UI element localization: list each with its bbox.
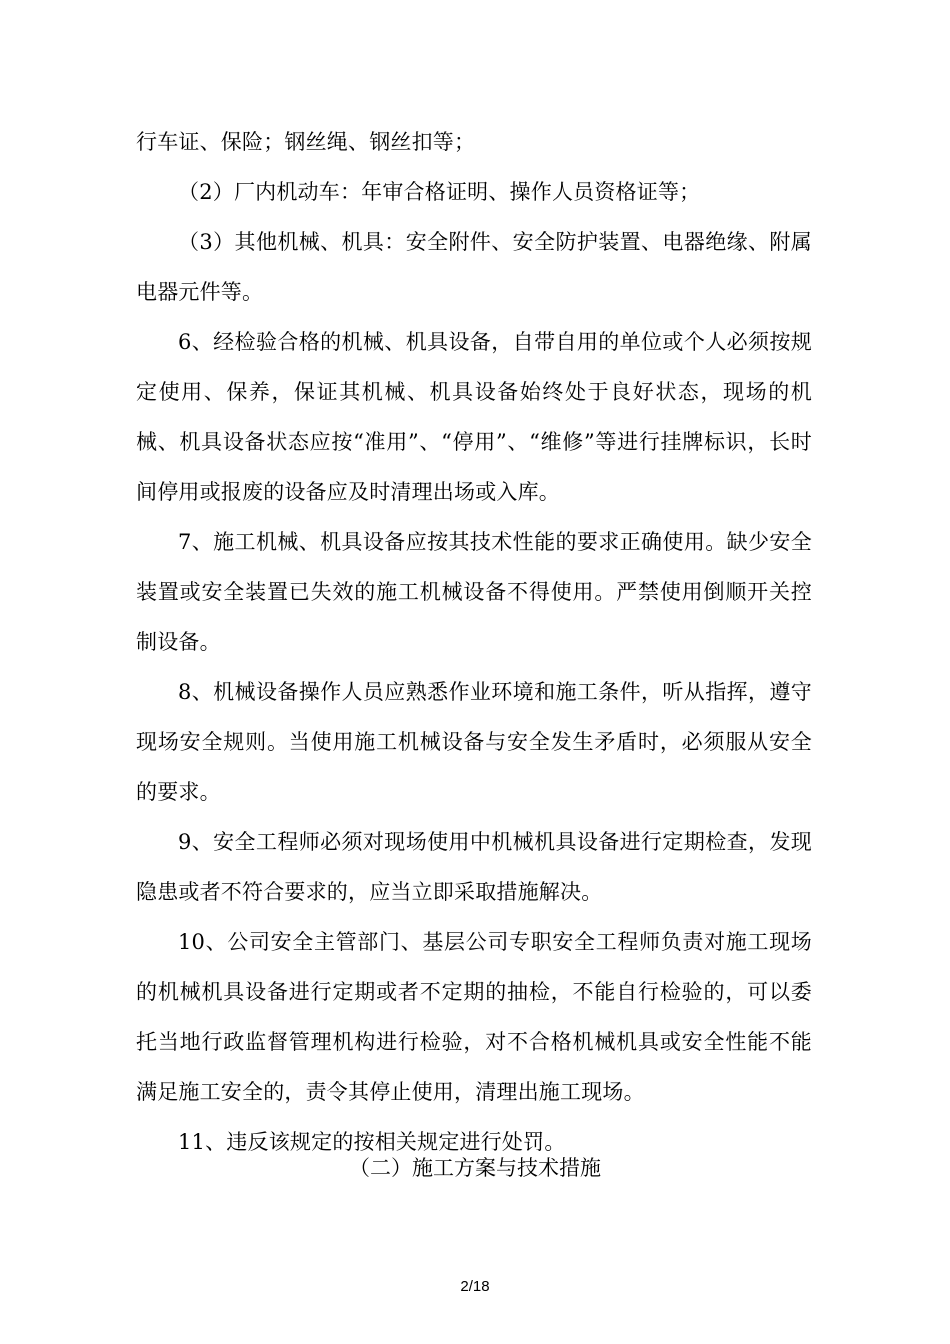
paragraph-rule-8: 8、机械设备操作人员应熟悉作业环境和施工条件，听从指挥，遵守现场安全规则。当使用施工机械设备与安全发生矛盾时，必须服从安全的要求。 [136,680,812,804]
section-heading: （二）施工方案与技术措施 [349,1156,601,1180]
paragraph-item-2-vehicles: （2）厂内机动车：年审合格证明、操作人员资格证等； [178,180,701,204]
paragraph-rule-11: 11、违反该规定的按相关规定进行处罚。 [178,1130,566,1154]
paragraph-license-insurance: 行车证、保险；钢丝绳、钢丝扣等； [136,130,476,154]
page-number: 2/18 [460,1278,490,1295]
paragraph-rule-10: 10、公司安全主管部门、基层公司专职安全工程师负责对施工现场的机械机具设备进行定期或者不定期的抽检，不能自行检验的，可以委托当地行政监督管理机构进行检验，对不合格机械机具或安全性能不能满足施工安全的，责令其停止使用，清理出施工现场。 [136,930,812,1104]
paragraph-rule-7: 7、施工机械、机具设备应按其技术性能的要求正确使用。缺少安全装置或安全装置已失效的施工机械设备不得使用。严禁使用倒顺开关控制设备。 [136,530,812,654]
document-body [136,117,812,1167]
paragraph-rule-9: 9、安全工程师必须对现场使用中机械机具设备进行定期检查，发现隐患或者不符合要求的，应当立即采取措施解决。 [136,830,812,904]
paragraph-rule-6: 6、经检验合格的机械、机具设备，自带自用的单位或个人必须按规定使用、保养，保证其机械、机具设备始终处于良好状态，现场的机械、机具设备状态应按“准用”、“停用”、“维修”等进行挂牌标识，长时间停用或报废的设备应及时清理出场或入库。 [136,330,812,504]
paragraph-item-3-other-machinery: （3）其他机械、机具：安全附件、安全防护装置、电器绝缘、附属电器元件等。 [136,230,812,304]
